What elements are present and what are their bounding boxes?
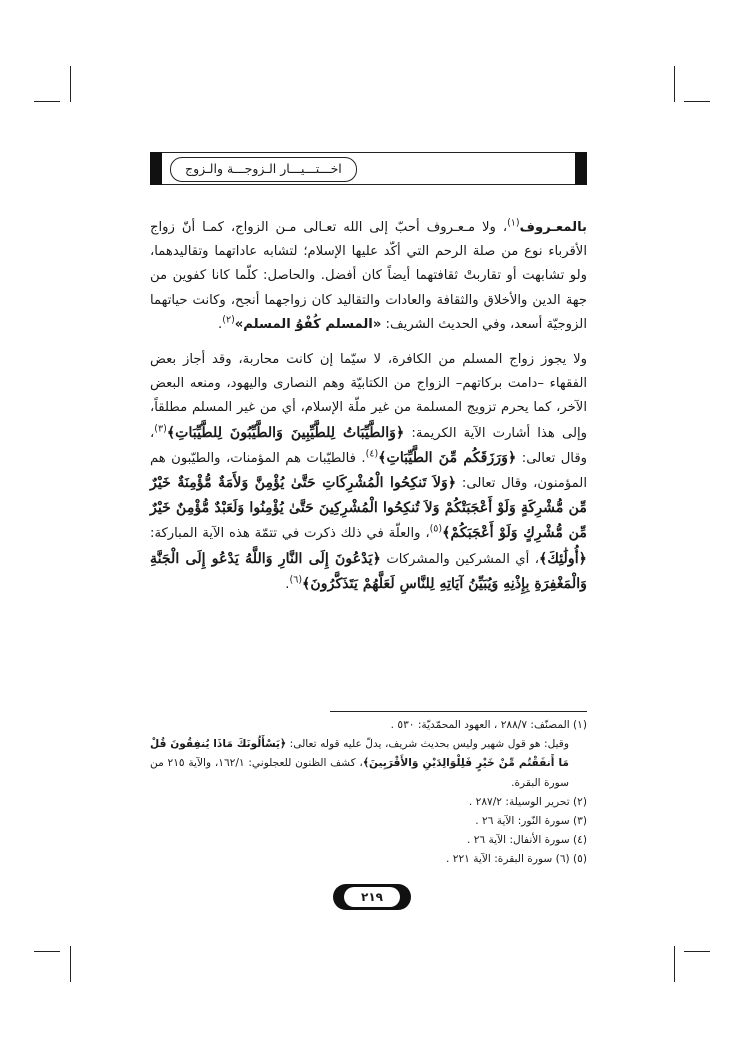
quran-verse: ﴿وَلاَ تَنكِحُوا الْمُشْرِكَاتِ حَتَّىٰ يُؤْمِنَّ وَلأَمَةٌ مُّؤْمِنَةٌ خَيْرٌ مِّن مُّشْرِكَةٍ وَلَوْ أَعْجَبَتْكُمْ وَلاَ تُنكِحُوا الْمُشْرِكِينَ حَتَّىٰ يُؤْمِنُوا وَلَعَبْدٌ مُّؤْمِنٌ خَيْرٌ مِّن مُّشْرِكٍ وَلَوْ أَعْجَبَكُمْ﴾ <box>150 475 587 542</box>
header-cap-right <box>575 152 587 185</box>
footnote-ref[interactable]: (٦) <box>289 574 303 586</box>
text-run: ، كشف الظنون للعجلوني: ١٦٢/١، والآية ٢١٥ من سورة البقرة. <box>150 757 569 789</box>
crop-mark <box>34 951 60 952</box>
page-number: ٢١٩ <box>344 887 400 907</box>
body-text <box>150 216 587 608</box>
footnote-3: (٣) سورة النّور: الآية ٢٦ . <box>475 815 587 828</box>
text-run: ولا يجوز زواج المسلم من الكافرة، لا سيّما إن كانت محاربة، وقد أجاز بعض الفقهاء –دامت بركاتهم– الزواج من الكتابيّة وهم النصارى واليهود، ومنعه البعض الآخر، كما يحرم تزويج المسلمة من غير ملّة الإسلام، أي من غير المسلم مطلقاً، وإلى هذا أشارت الآية الكريمة: <box>150 352 587 441</box>
footnote-ref[interactable]: (١) <box>507 217 520 229</box>
footnote-4: (٤) سورة الأنفال: الآية ٢٦ . <box>466 834 587 847</box>
text-run: ، ولا مـعـروف أحبّ إلى الله تعـالى مـن الزواج، كمـا أنّ زواج الأقرباء نوع من صلة الرحم التي أكّد عليها الإسلام؛ لتشابه عاداتهما وتقاليدهما، ولو تشابهت أو تقاربتْ ثقافتهما أيضاً كان أفضل. والحاصل: كلّما كانا كفوين من جهة الدين والأخلاق والثقافة والعادات والتقاليد كان زواجهما أنجح، وكانت حياتهما الزوجيّة أسعد، وفي الحديث الشريف: <box>150 220 587 332</box>
quran-verse: ﴿أُولَٰئِكَ﴾ <box>539 550 587 567</box>
text-run: ، أي المشركين والمشركات <box>380 551 539 567</box>
text-run: . فالطيّبات هم المؤمنات، والطيّبون هم المؤمنون، وقال تعالى: <box>150 450 587 492</box>
text-run: . <box>218 316 223 332</box>
crop-mark <box>70 946 71 982</box>
text-run: وقيل: هو قول شهير وليس بحديث شريف، يدلّ عليه قوله تعالى: <box>286 738 569 751</box>
text-run: ، وقال تعالى: <box>150 425 587 466</box>
footnote-ref[interactable]: (٥) <box>429 524 443 536</box>
crop-mark <box>674 946 675 982</box>
quran-verse: ﴿يَدْعُونَ إِلَى النَّارِ وَاللَّهُ يَدْعُو إِلَى الْجَنَّةِ وَالْمَغْفِرَةِ بِإِذْنِهِ وَيُبَيِّنُ آيَاتِهِ لِلنَّاسِ لَعَلَّهُمْ يَتَذَكَّرُونَ﴾ <box>150 550 587 592</box>
footnote-divider <box>330 711 587 712</box>
quran-verse: ﴿وَرَزَقَكُم مِّنَ الطَّيِّبَاتِ﴾ <box>378 449 517 466</box>
footnote-ref[interactable]: (٢) <box>222 314 235 326</box>
crop-mark <box>34 101 60 102</box>
quran-verse: ﴿وَالطَّيِّبَاتُ لِلطَّيِّبِينَ وَالطَّيِّبُونَ لِلطَّيِّبَاتِ﴾ <box>166 424 405 441</box>
header-cap-left <box>150 152 162 185</box>
page-number-badge <box>333 884 411 910</box>
hadith-quote: «المسلم كُفْوُ المسلم» <box>234 316 382 332</box>
footnote-1-note <box>150 735 587 793</box>
footnote-1: (١) المصنّف: ٢٨٨/٧ ، العهود المحمّديّة: ٥٣٠ . <box>390 719 587 731</box>
crop-mark <box>70 66 71 102</box>
crop-mark <box>674 66 675 102</box>
header-title: اخـــتـــيـــار الـزوجـــة والـزوج <box>170 157 357 182</box>
running-header <box>150 152 587 185</box>
text-run: . <box>285 576 290 592</box>
crop-mark <box>684 951 710 952</box>
footnote-ref[interactable]: (٣) <box>154 423 167 435</box>
paragraph-1 <box>150 216 587 337</box>
footnote-ref[interactable]: (٤) <box>365 448 379 460</box>
quran-verse: ﴿يَسْأَلُونَكَ مَاذَا يُنفِقُونَ قُلْ مَا أَنفَقْتُم مِّنْ خَيْرٍ فَلِلْوَالِدَيْنِ وَالأَقْرَبِينَ﴾ <box>150 738 569 770</box>
lead-word: بالمعـروف <box>519 220 587 235</box>
crop-mark <box>684 101 710 102</box>
footnotes <box>150 716 587 870</box>
footnote-5-6: (٥) (٦) سورة البقرة: الآية ٢٢١ . <box>446 853 587 866</box>
footnote-2: (٢) تحرير الوسيلة: ٢٨٧/٢ . <box>468 795 587 808</box>
paragraph-2 <box>150 348 587 597</box>
text-run: ، والعلّة في ذلك ذكرت في تتمّة هذه الآية المباركة: <box>150 526 430 542</box>
